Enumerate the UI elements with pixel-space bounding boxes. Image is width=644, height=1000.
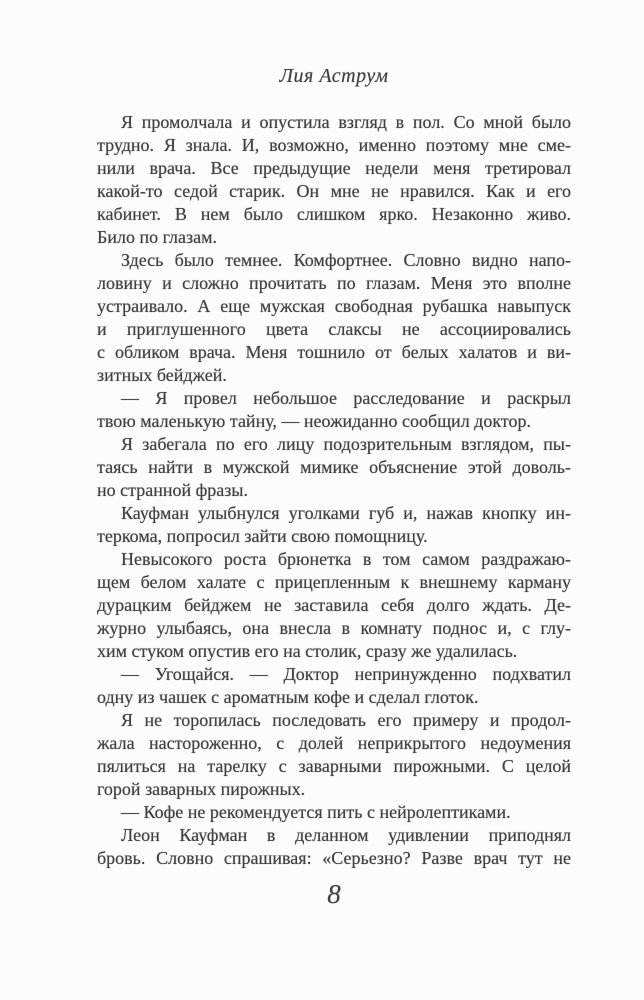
paragraph: [97, 663, 571, 709]
text-line: — Кофе не рекомендуется пить с нейролептиками.: [121, 802, 511, 822]
text-line: журно улыбаясь, она внесла в комнату поднос и, с глу-: [97, 618, 571, 638]
text-line: с обликом врача. Меня тошнило от белых халатов и ви-: [97, 342, 571, 362]
text-line: Невысокого роста брюнетка в том самом раздражаю-: [121, 549, 571, 569]
text-line: бровь. Словно спрашивая: «Серьезно? Разве врач тут не: [97, 848, 571, 868]
text-line: нили врача. Все предыдущие недели меня третировал: [97, 158, 571, 178]
paragraph: [97, 548, 571, 663]
text-line: пялиться на тарелку с заварными пирожными. С целой: [97, 756, 571, 776]
text-line: — Я провел небольшое расследование и раскрыл: [121, 388, 571, 408]
text-line: Я забегала по его лицу подозрительным взглядом, пы-: [121, 434, 571, 454]
paragraph: [97, 824, 571, 870]
text-line: Здесь было темнее. Комфортнее. Словно видно напо-: [121, 250, 571, 270]
text-line: одну из чашек с ароматным кофе и сделал глоток.: [97, 687, 479, 707]
paragraph: [97, 387, 571, 433]
running-head: Лия Аструм: [279, 65, 389, 87]
text-line: хим стуком опустив его на столик, сразу же удалилась.: [97, 641, 518, 661]
text-line: зитных бейджей.: [97, 365, 227, 385]
text-line: кабинет. В нем было слишком ярко. Незаконно живо.: [97, 204, 571, 224]
text-line: Я промолчала и опустила взгляд в пол. Со мной было: [121, 112, 571, 132]
paragraph: [97, 111, 571, 249]
paragraph: [97, 709, 571, 801]
text-line: горой заварных пирожных.: [97, 779, 306, 799]
body-text: [97, 111, 571, 870]
text-line: какой-то седой старик. Он мне не нравился. Как и его: [97, 181, 571, 201]
text-line: твою маленькую тайну, — неожиданно сообщил доктор.: [97, 411, 531, 431]
text-line: Леон Кауфман в деланном удивлении приподнял: [121, 825, 571, 845]
text-line: ловину и сложно прочитать по глазам. Меня это вполне: [97, 273, 571, 293]
text-line: таясь найти в мужской мимике объяснение этой доволь-: [97, 457, 571, 477]
paragraph: [97, 801, 571, 824]
text-line: но странной фразы.: [97, 480, 248, 500]
text-line: устраивало. А еще мужская свободная рубашка навыпуск: [97, 296, 571, 316]
text-line: — Угощайся. — Доктор непринужденно подхватил: [121, 664, 571, 684]
paragraph: [97, 502, 571, 548]
text-line: теркома, попросил зайти свою помощницу.: [97, 526, 428, 546]
paragraph: [97, 433, 571, 502]
text-line: Било по глазам.: [97, 227, 218, 247]
text-line: жала настороженно, с долей неприкрытого недоумения: [97, 733, 571, 753]
text-line: Кауфман улыбнулся уголками губ и, нажав кнопку ин-: [121, 503, 571, 523]
text-line: щем белом халате с прицепленным к внешнему карману: [97, 572, 571, 592]
paragraph: [97, 249, 571, 387]
page-number: 8: [327, 879, 341, 909]
text-line: трудно. Я знала. И, возможно, именно поэтому мне сме-: [97, 135, 571, 155]
text-line: дурацким бейджем не заставила себя долго ждать. Де-: [97, 595, 571, 615]
text-line: и приглушенного цвета слаксы не ассоциировались: [97, 319, 571, 339]
text-line: Я не торопилась последовать его примеру и продол-: [121, 710, 571, 730]
